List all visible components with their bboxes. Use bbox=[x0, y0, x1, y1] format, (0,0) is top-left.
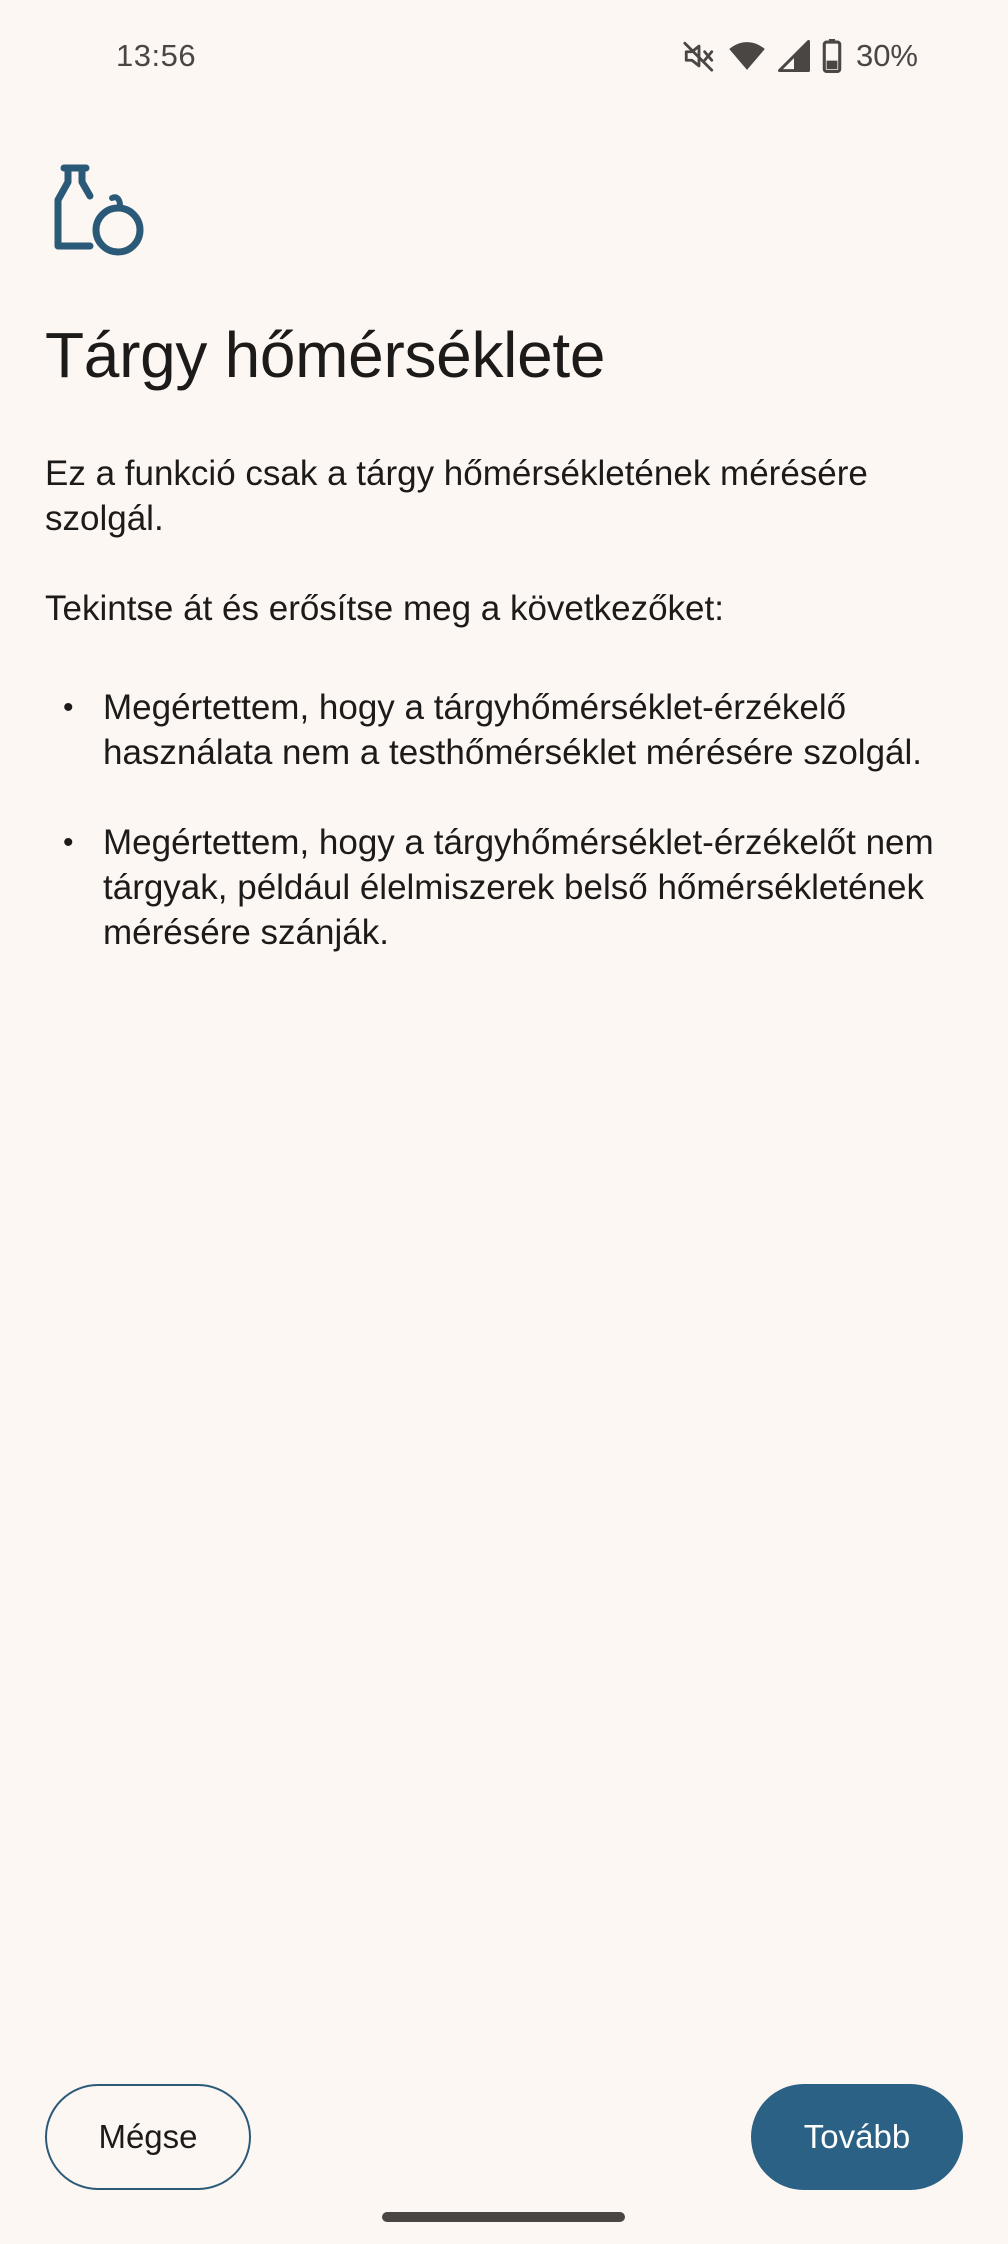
signal-icon bbox=[778, 40, 810, 72]
navigation-handle[interactable] bbox=[382, 2212, 625, 2222]
battery-percent: 30% bbox=[855, 38, 918, 73]
bullet-icon: • bbox=[63, 826, 74, 859]
confirmation-list bbox=[45, 685, 975, 1000]
list-item bbox=[45, 820, 975, 955]
status-bar bbox=[0, 0, 1008, 116]
list-item-text: Megértettem, hogy a tárgyhőmérséklet-érzékelőt nem tárgyak, például élelmiszerek belső hőmérsékletének mérésére szánják. bbox=[103, 823, 934, 952]
review-prompt: Tekintse át és erősítse meg a következőket: bbox=[45, 589, 724, 628]
cancel-button[interactable]: Mégse bbox=[45, 2084, 251, 2190]
bottle-apple-icon bbox=[50, 164, 150, 264]
wifi-icon bbox=[728, 39, 766, 73]
status-time: 13:56 bbox=[116, 38, 197, 73]
page-title: Tárgy hőmérséklete bbox=[45, 319, 606, 391]
list-item-text: Megértettem, hogy a tárgyhőmérséklet-érzékelő használata nem a testhőmérséklet mérésére szolgál. bbox=[103, 688, 923, 772]
bullet-icon: • bbox=[63, 691, 74, 724]
list-item bbox=[45, 685, 975, 775]
status-icons bbox=[682, 36, 918, 76]
next-button[interactable]: Tovább bbox=[751, 2084, 963, 2190]
battery-icon bbox=[822, 39, 842, 73]
mute-icon bbox=[682, 39, 716, 73]
intro-text: Ez a funkció csak a tárgy hőmérsékletének mérésére szolgál. bbox=[45, 454, 868, 538]
